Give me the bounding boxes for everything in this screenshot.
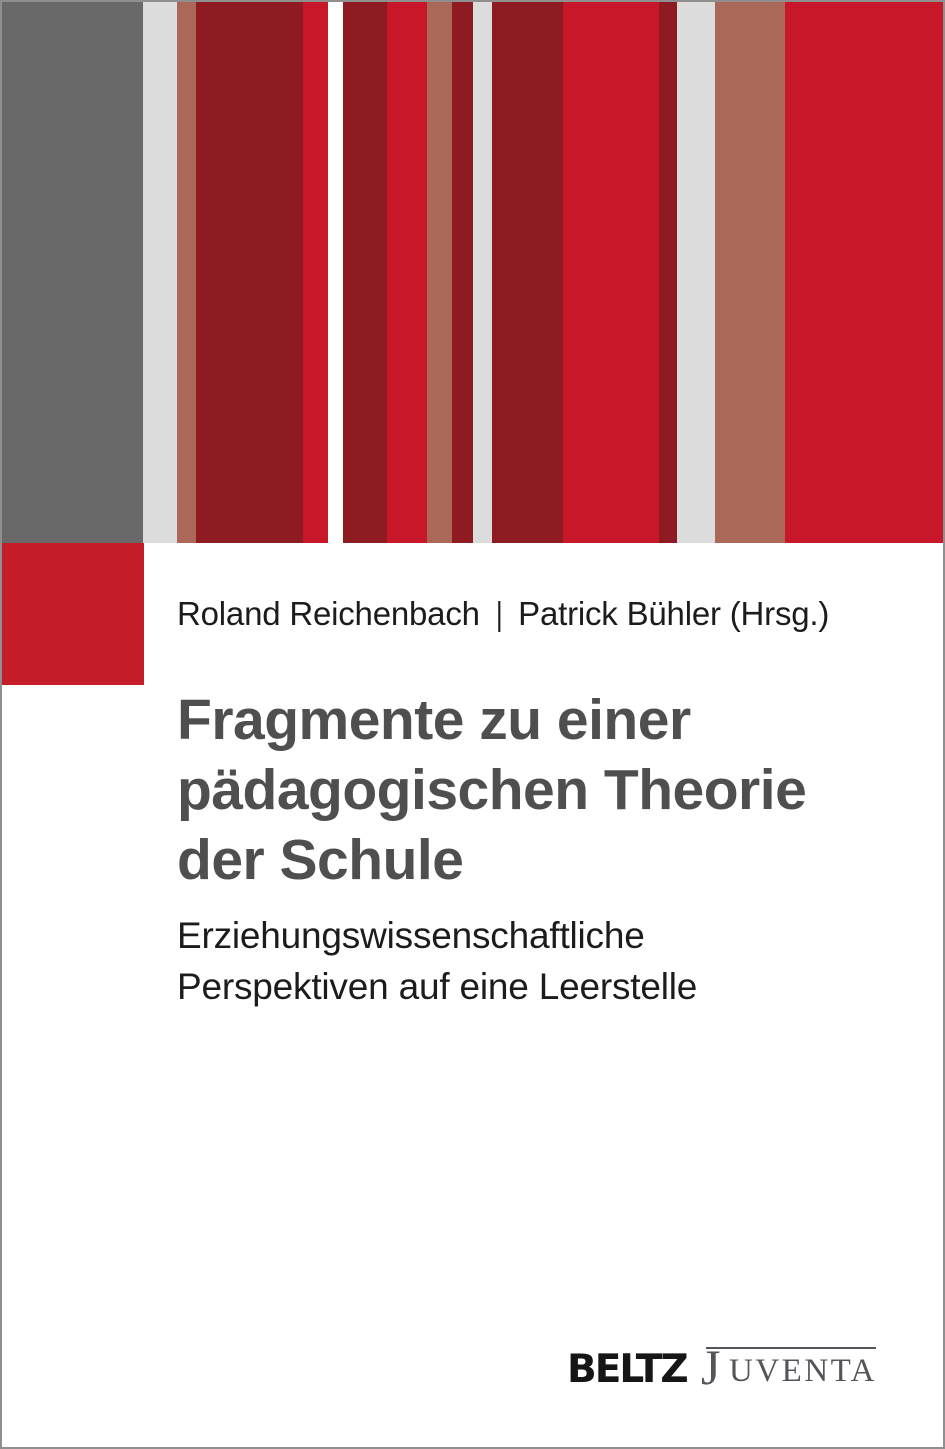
publisher-logo-juventa-initial: J [701, 1339, 721, 1395]
book-title-line-1: Fragmente zu einer [177, 688, 691, 752]
stripe-red [785, 2, 943, 543]
author-separator: | [495, 595, 503, 632]
book-title [177, 685, 806, 895]
stripe-light_gray [143, 2, 177, 543]
stripe-dark_red [196, 2, 303, 543]
stripe-brown [427, 2, 452, 543]
publisher-logo-rule [706, 1347, 876, 1349]
stripe-dark_red [492, 2, 563, 543]
stripe-band [2, 2, 943, 543]
author-name-2: Patrick Bühler (Hrsg.) [518, 595, 830, 632]
publisher-logo-juventa-rest: UVENTA [729, 1353, 877, 1389]
book-subtitle [177, 910, 697, 1012]
stripe-gray [2, 2, 143, 543]
stripe-light_gray [473, 2, 492, 543]
book-title-line-2: pädagogischen Theorie [177, 758, 807, 822]
red-square-accent [2, 543, 144, 685]
stripe-light_gray [677, 2, 715, 543]
book-subtitle-line-2: Perspektiven auf eine Leerstelle [177, 966, 698, 1007]
stripe-red [387, 2, 427, 543]
stripe-red [303, 2, 328, 543]
stripe-red [563, 2, 659, 543]
book-subtitle-line-1: Erziehungswissenschaftliche [177, 915, 645, 956]
stripe-white [328, 2, 343, 543]
author-line [177, 597, 829, 630]
stripe-brown [177, 2, 196, 543]
stripe-brown [715, 2, 785, 543]
stripe-dark_red [343, 2, 387, 543]
book-title-line-3: der Schule [177, 828, 464, 892]
author-name-1: Roland Reichenbach [177, 595, 480, 632]
stripe-dark_red [659, 2, 677, 543]
publisher-logo-beltz: BELTZ [567, 1347, 687, 1392]
stripe-dark_red [452, 2, 473, 543]
